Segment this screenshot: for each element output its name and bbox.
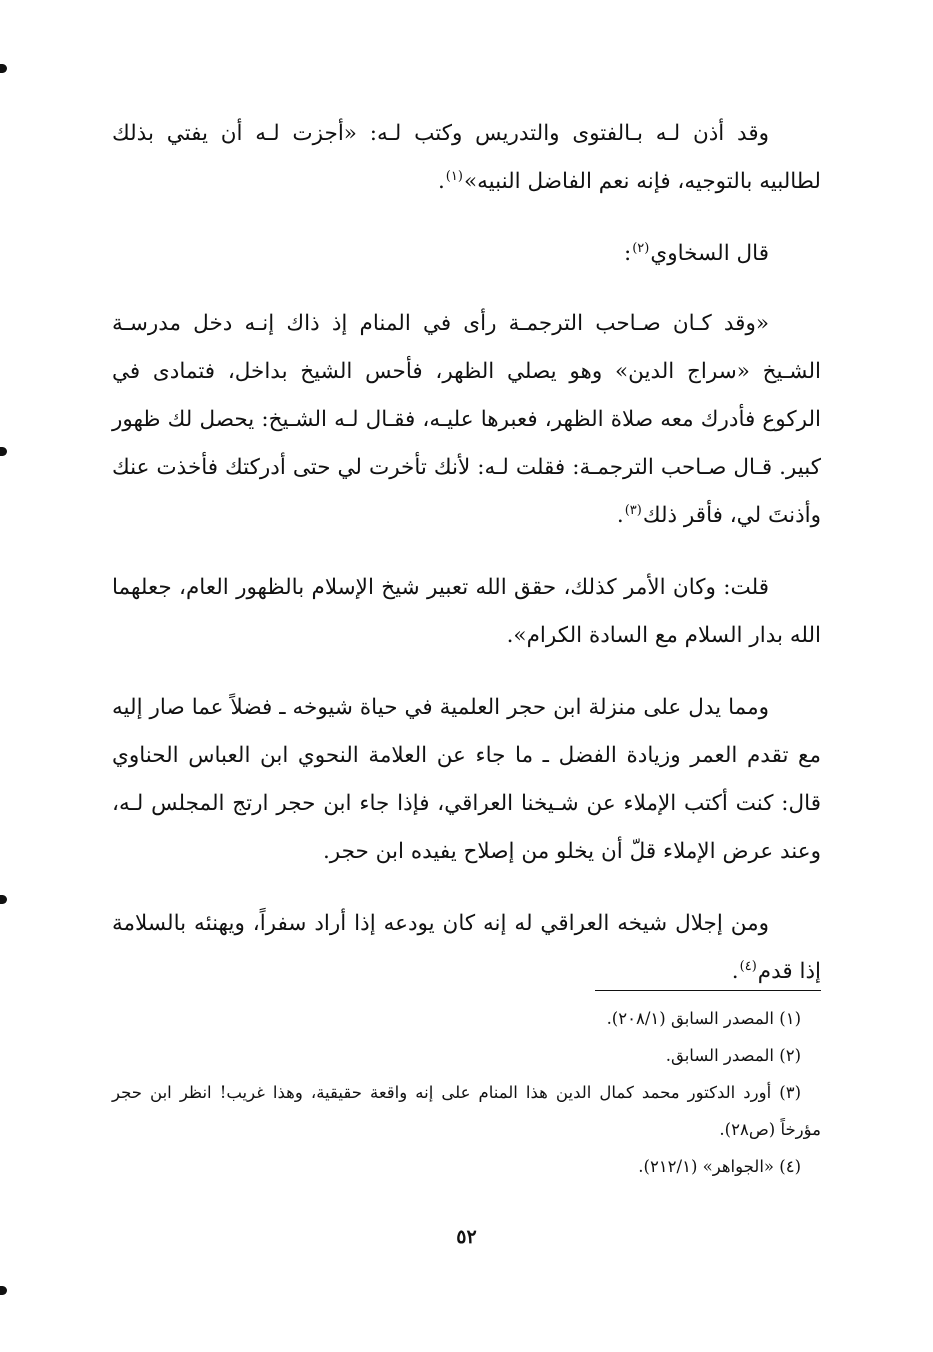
page-number: ٥٢	[456, 1226, 477, 1248]
scan-mark	[0, 447, 7, 456]
footnote-mark-3: (٣)	[624, 502, 642, 518]
main-text	[112, 110, 821, 1020]
footnote-4: (٤) «الجواهر» (٢١٢/١).	[638, 1157, 801, 1176]
paragraph-5: ومما يدل على منزلة ابن حجر العلمية في حياة شيوخه ـ فضلاً عما صار إليه مع تقدم العمر وزيادة الفضل ـ ما جاء عن العلامة النحوي ابن العباس الحناوي قال: كنت أكتب الإملاء عن شـيخنا العراقي، فإذا جاء ابن حجر ارتج المجلس لـه، وعند عرض الإملاء قلّ أن يخلو من إصلاح يفيده ابن حجر.	[112, 695, 821, 864]
paragraph-2: قال السخاوي$^{(٢)}$:	[623, 240, 769, 266]
scan-mark	[0, 64, 7, 73]
footnote-separator	[595, 990, 821, 991]
footnote-3: (٣) أورد الدكتور محمد كمال الدين هذا المنام على إنه واقعة حقيقية، وهذا غريب! انظر ابن حجر مؤرخاً (ص٢٨).	[112, 1083, 821, 1139]
footnote-1: (١) المصدر السابق (٢٠٨/١).	[606, 1009, 801, 1028]
footnote-mark-1: (١)	[445, 168, 463, 184]
footnote-mark-4: (٤)	[739, 958, 757, 974]
paragraph-1: وقد أذن لـه بـالفتوى والتدريس وكتب لـه: «أجزت لـه أن يفتي بذلك لطالبيه بالتوجيه، فإنه نعم الفاضل النبيه»$^{(١)}$.	[112, 121, 821, 194]
paragraph-4: قلت: وكان الأمر كذلك، حقق الله تعبير شيخ الإسلام بالظهور العام، جعلهما الله بدار السلام مع السادة الكرام».	[112, 575, 821, 648]
footnotes	[112, 1000, 821, 1185]
paragraph-6: ومن إجلال شيخه العراقي له إنه كان يودعه إذا أراد سفراً، ويهنئه بالسلامة إذا قدم$^{(٤)}$.	[112, 911, 821, 984]
scan-mark	[0, 1286, 7, 1295]
scan-mark	[0, 895, 7, 904]
footnote-mark-2: (٢)	[632, 240, 650, 256]
paragraph-3: «وقد كـان صـاحب الترجمـة رأى في المنام إذ ذاك إنـه دخل مدرسـة الشـيخ «سراج الدين» وهو يصلي الظهر، فأحس الشيخ بداخل، فتمادى في الركوع فأدرك معه صلاة الظهر، فعبرها عليـه، فقـال لـه الشـيخ: يحصل لك ظهور كبير. قـال صـاحب الترجمـة: فقلت لـه: لأنك تأخرت لي حتى أدركتك فأخذت عنك وأذنتَ لي، فأقر ذلك$^{(٣)}$.	[112, 311, 821, 528]
footnote-2: (٢) المصدر السابق.	[665, 1046, 801, 1065]
